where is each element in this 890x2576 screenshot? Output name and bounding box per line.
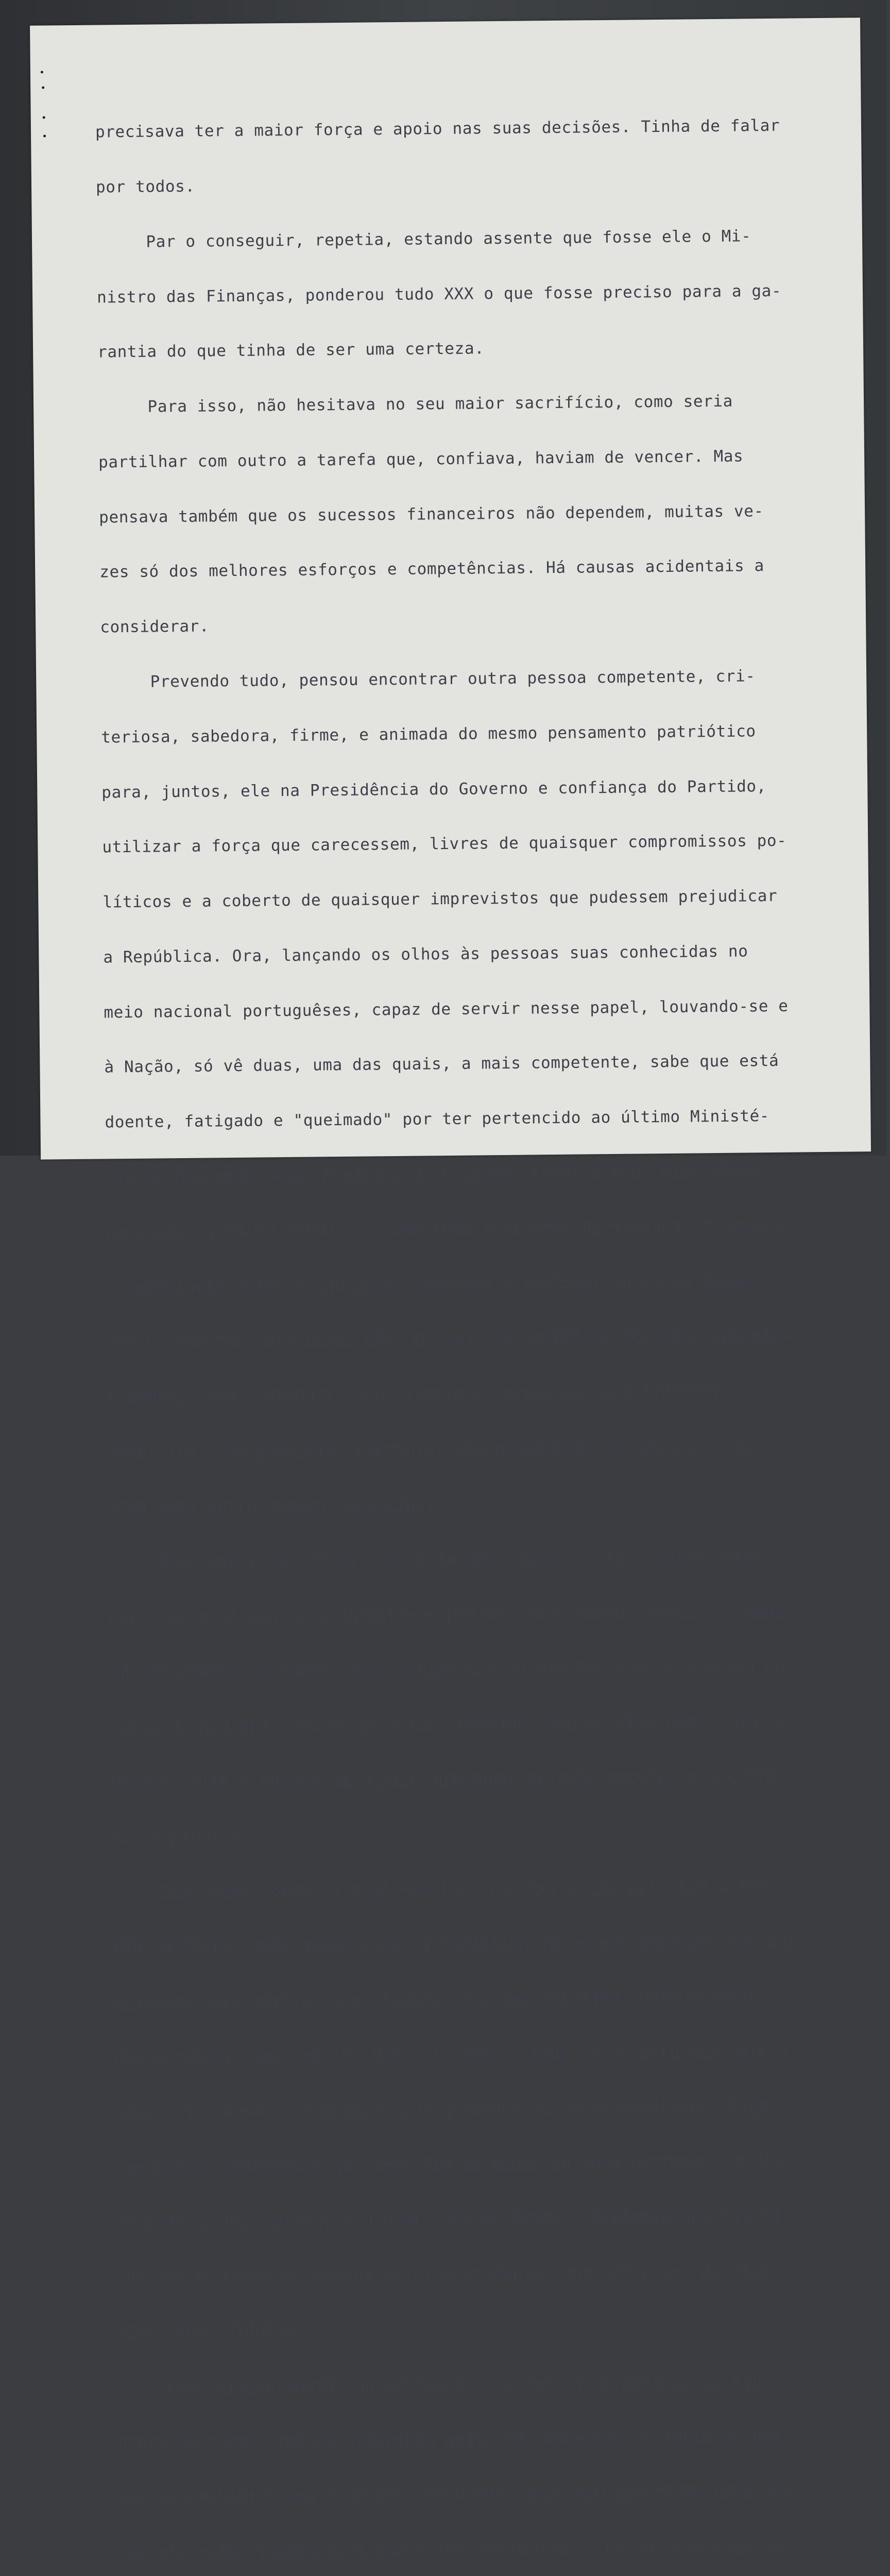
text-line: rantia do que tinha de ser uma certeza.	[97, 339, 485, 362]
text-line: das com a preferência que teve XXX no concurso para professor da Uni-	[114, 2151, 800, 2177]
text-line: sas e receitas correntes. Não. O repto da República foi que, adminis-	[107, 1327, 792, 1352]
text-line: Par o conseguir, repetia, estando assente que fosse ele o Mi-	[96, 227, 751, 252]
text-line: um senão de maior vulto - o das suas propostas de fazenda, firmando	[106, 1216, 781, 1242]
text-line: doente, fatigado e "queimado" por ter pertencido ao último Ministé-	[105, 1107, 770, 1132]
text-line: precisava ter a maior força e apoio nas suas decisões. Tinha de falar	[95, 116, 780, 142]
text-line: não precisar comprová-lo. Não. A razão é toda só de natureza parti-	[113, 2042, 789, 2067]
text-line: meio nacional portuguêses, capaz de servir nesse papel, louvando-se e	[104, 996, 789, 1022]
text-line: ra por provas já dadas, seja conhecedor do assunto como o próprio An-	[110, 1656, 795, 1682]
text-line: líticos e a coberto de quaisquer imprevistos que pudessem prejudicar	[102, 887, 778, 912]
text-line: partilhar com outro a tarefa que, confiava, haviam de vencer. Mas	[98, 447, 744, 472]
text-line: tério das Colónias.	[116, 2321, 305, 2342]
text-line: Ele, Afonso Costa, na exposição que fez no Directório do seu	[116, 2372, 762, 2397]
text-line: teriosa, sabedora, firme, e animada do mesmo pensamento patriótico	[101, 722, 756, 747]
text-line: Prevendo tudo, pensou encontrar outra pessoa competente, cri-	[100, 667, 756, 692]
text-line: Para isso, não hesitava no seu maior sacrifício, como seria	[97, 392, 733, 417]
text-line: rio da Monarquia como Ministro da Fazenda, tendo ainda, além disso,	[105, 1162, 771, 1187]
text-line: trando-se bem, Portugal tinha recursos correntes para triunfar e a	[107, 1382, 763, 1407]
punch-hole-4	[43, 134, 46, 137]
punch-hole-3	[43, 116, 45, 118]
text-line: à Nação, só vê duas, uma das quais, a mais competente, sabe que está	[104, 1052, 779, 1077]
text-line: para, juntos, ele na Presidência do Governo e confiança do Partido,	[101, 776, 767, 802]
text-line: Não pode, porém, dirigir-se-lhe, repete, e não pela sua situa-	[112, 1877, 777, 1902]
text-line: tugueses pelo mérito, como também já o tem afirmado, demonstrando	[113, 1987, 759, 2012]
text-line: ponto de vista, foi de princípio muito mal recebido na ideia de não	[117, 2427, 782, 2452]
text-line: selmo de Andrade, seu amigo o tem repetido, sendo, além disso, um es-	[110, 1711, 796, 1737]
text-line: mava essa outra pessoa escolhida.	[108, 1495, 436, 1517]
text-line: pírito culto e aberto par poder apaixonar-se pelo serviço e sacrifí-	[111, 1767, 786, 1792]
text-line: pensava também que os sucessos financeiros não dependem, muitas ve-	[99, 501, 764, 527]
document-body	[95, 80, 861, 2576]
text-line: cio a prestar.	[111, 1827, 251, 1847]
text-line: o equilibrio nelas e não só na economia a realisar entre as despe-	[106, 1272, 762, 1297]
text-line: Mas, capaz de ocultar tal situação, agora só lhe ocorre outro	[109, 1547, 764, 1572]
text-line: Justiça no Governo passado e, presentemente, sub- director do Minis-	[115, 2262, 791, 2287]
text-line: cular. Vem desde estudantes, por questões de ordem académica, liga-	[114, 2097, 779, 2122]
text-line: ser ele Ministro das Finanças, acabando todos por aceitarem esse pen-	[117, 2482, 803, 2507]
typewritten-page	[30, 18, 871, 2562]
text-line: samento pelas vantagens e garantias superiores e um partidarismo es-	[118, 2537, 794, 2562]
text-line: utilizar a força que carecessem, livres de quaisquer compromissos po-	[102, 832, 787, 857]
text-line: por todos.	[95, 177, 195, 197]
text-line: República sua garantia. Portanto, ele presidindo ao Governo, afir-	[108, 1436, 773, 1462]
text-line: nistro das Finanças, ponderou tudo XXX o que fosse preciso para a ga-	[96, 281, 782, 307]
punch-hole-1	[41, 71, 43, 73]
text-line: zes só dos melhores esforços e competências. Há causas acidentais a	[99, 556, 765, 582]
text-line: a República. Ora, lançando os olhos às pessoas suas conhecidas no	[103, 942, 748, 967]
text-line: ção política, pois nesse gesto a República faria uma selecção dos por-	[112, 1931, 808, 1957]
text-line: versidade. Essa pessoa era o Dr. Manuel Fratel, Ministro que foi da	[115, 2207, 780, 2232]
text-line: considerar.	[100, 617, 210, 637]
text-line: nome, ao qual não pode dirigir-se pedindo esse grande serviço , embo-	[109, 1601, 795, 1627]
punch-hole-2	[42, 86, 44, 89]
